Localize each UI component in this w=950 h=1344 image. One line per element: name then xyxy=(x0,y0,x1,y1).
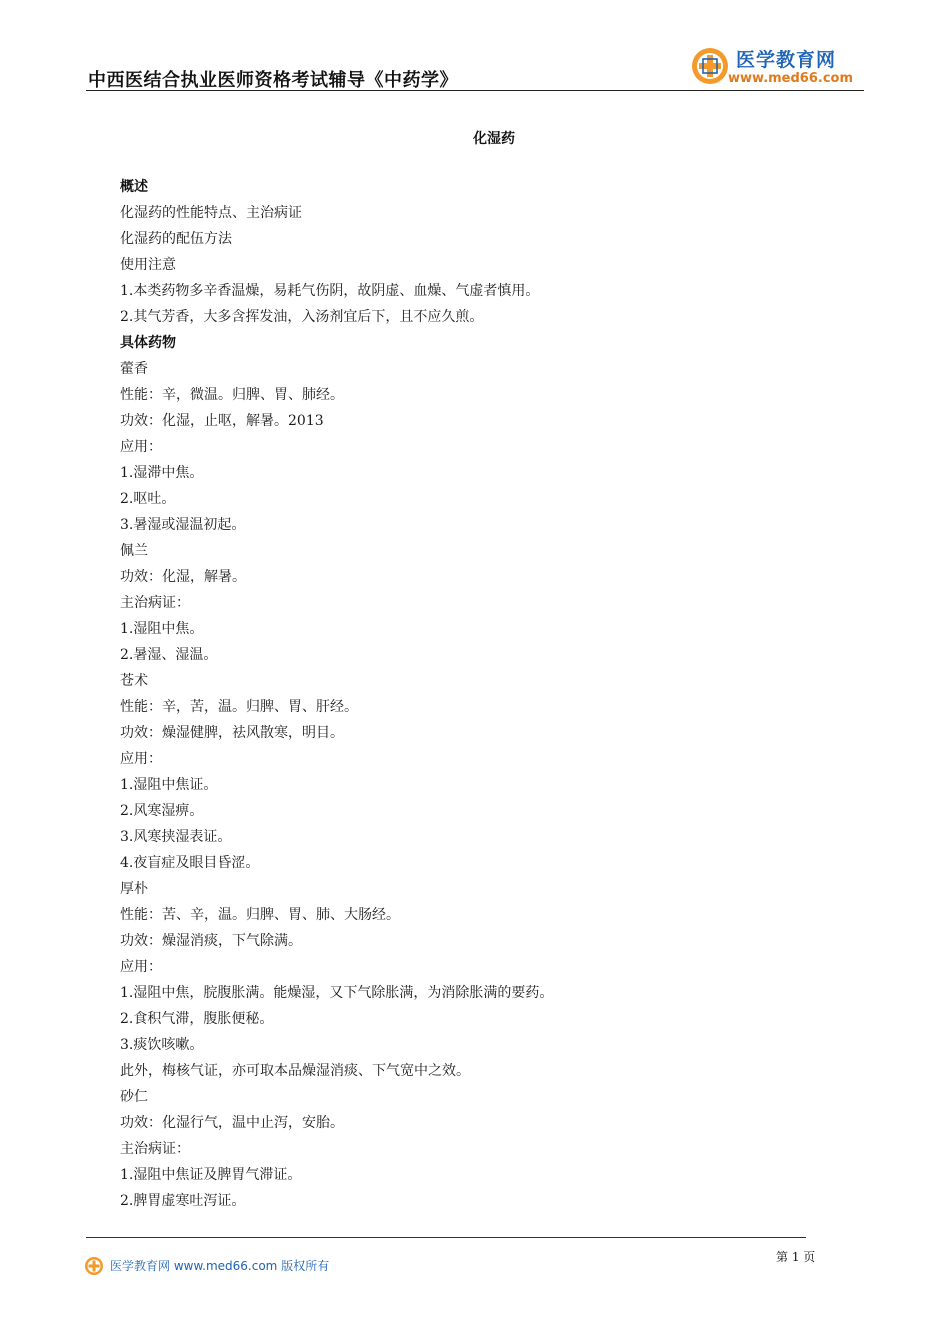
text-line: 3.风寒挟湿表证。 xyxy=(120,829,232,845)
document-title: 化湿药 xyxy=(473,131,515,147)
text-line: 佩兰 xyxy=(120,543,148,559)
text-line: 苍术 xyxy=(120,673,148,689)
document-body xyxy=(120,174,840,1214)
text-line: 功效：化湿行气，温中止泻，安胎。 xyxy=(120,1115,344,1131)
cross-circle-logo-icon xyxy=(690,46,730,86)
text-line: 功效：化湿，解暑。 xyxy=(120,569,246,585)
text-line: 1.湿滞中焦。 xyxy=(120,465,204,481)
section-heading: 概述 xyxy=(120,179,148,195)
text-line: 2.食积气滞，腹胀便秘。 xyxy=(120,1011,274,1027)
text-line: 功效：燥湿消痰，下气除满。 xyxy=(120,933,302,949)
text-line: 此外，梅核气证，亦可取本品燥湿消痰、下气宽中之效。 xyxy=(120,1063,470,1079)
text-line: 功效：燥湿健脾，祛风散寒，明目。 xyxy=(120,725,344,741)
text-line: 2.脾胃虚寒吐泻证。 xyxy=(120,1193,246,1209)
text-line: 化湿药的配伍方法 xyxy=(120,231,232,247)
logo-url: www.med66.com xyxy=(728,71,854,86)
text-line: 主治病证： xyxy=(120,1141,190,1157)
text-line: 3.暑湿或湿温初起。 xyxy=(120,517,246,533)
text-line: 性能：苦、辛，温。归脾、胃、肺、大肠经。 xyxy=(120,907,400,923)
text-line: 1.湿阻中焦，脘腹胀满。能燥湿，又下气除胀满，为消除胀满的要药。 xyxy=(120,985,554,1001)
footer-logo-icon xyxy=(84,1256,104,1276)
logo-name: 医学教育网 xyxy=(736,49,837,71)
header-title: 中西医结合执业医师资格考试辅导《中药学》 xyxy=(88,70,458,91)
text-line: 1.湿阻中焦。 xyxy=(120,621,204,637)
text-line: 1.本类药物多辛香温燥，易耗气伤阴，故阴虚、血燥、气虚者慎用。 xyxy=(120,283,540,299)
footer-copyright: 医学教育网 www.med66.com 版权所有 xyxy=(110,1259,330,1273)
section-heading: 具体药物 xyxy=(120,335,176,351)
text-line: 2.呕吐。 xyxy=(120,491,176,507)
text-line: 1.湿阻中焦证。 xyxy=(120,777,218,793)
text-line: 性能：辛，微温。归脾、胃、肺经。 xyxy=(120,387,344,403)
text-line: 2.其气芳香，大多含挥发油，入汤剂宜后下，且不应久煎。 xyxy=(120,309,484,325)
text-line: 化湿药的性能特点、主治病证 xyxy=(120,205,302,221)
header-divider xyxy=(86,90,864,91)
page-number: 第 1 页 xyxy=(776,1250,816,1264)
text-line: 功效：化湿，止呕，解暑。2013 xyxy=(120,413,324,429)
text-line: 应用： xyxy=(120,959,162,975)
site-logo[interactable] xyxy=(688,44,868,90)
text-line: 藿香 xyxy=(120,361,148,377)
text-line: 2.风寒湿痹。 xyxy=(120,803,204,819)
text-line: 4.夜盲症及眼目昏涩。 xyxy=(120,855,260,871)
text-line: 使用注意 xyxy=(120,257,176,273)
text-line: 性能：辛，苦，温。归脾、胃、肝经。 xyxy=(120,699,358,715)
text-line: 砂仁 xyxy=(120,1089,148,1105)
text-line: 厚朴 xyxy=(120,881,148,897)
footer-divider xyxy=(86,1237,806,1238)
text-line: 应用： xyxy=(120,751,162,767)
text-line: 2.暑湿、湿温。 xyxy=(120,647,218,663)
text-line: 3.痰饮咳嗽。 xyxy=(120,1037,204,1053)
text-line: 主治病证： xyxy=(120,595,190,611)
text-line: 应用： xyxy=(120,439,162,455)
text-line: 1.湿阻中焦证及脾胃气滞证。 xyxy=(120,1167,302,1183)
